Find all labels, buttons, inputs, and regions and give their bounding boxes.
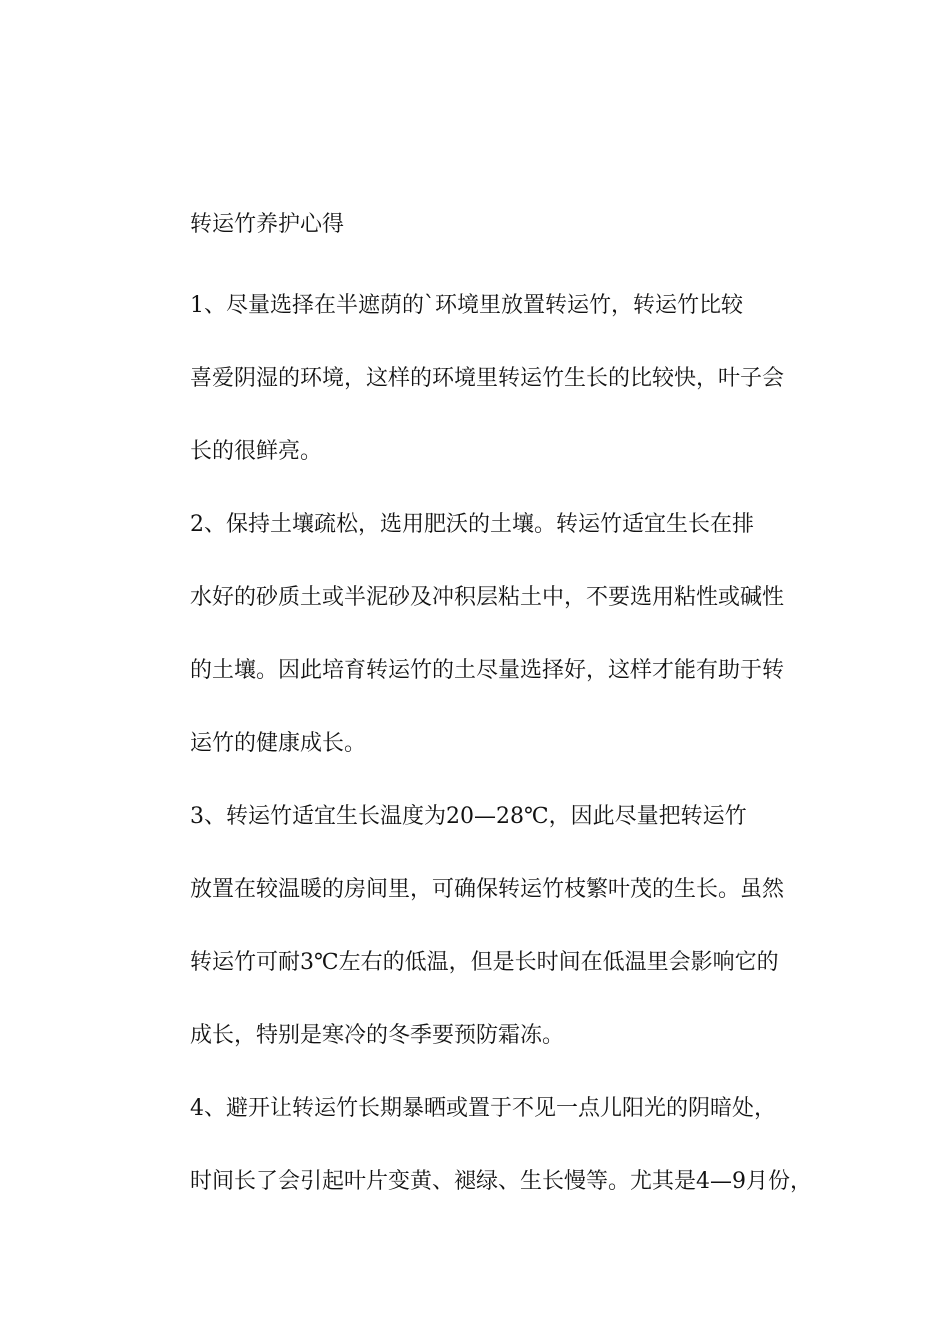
document-page bbox=[145, 200, 810, 1218]
paragraph-line: 2、保持土壤疏松，选用肥沃的土壤。转运竹适宜生长在排 bbox=[190, 512, 754, 537]
paragraph-line: 水好的砂质土或半泥砂及冲积层粘土中，不要选用粘性或碱性 bbox=[190, 585, 785, 610]
paragraph-line: 喜爱阴湿的环境，这样的环境里转运竹生长的比较快，叶子会 bbox=[190, 366, 785, 391]
paragraph-line: 转运竹可耐3℃左右的低温，但是长时间在低温里会影响它的 bbox=[190, 950, 779, 975]
paragraph-line: 的土壤。因此培育转运竹的土尽量选择好，这样才能有助于转 bbox=[190, 658, 785, 683]
paragraph-1 bbox=[145, 269, 810, 488]
paragraph-line: 长的很鲜亮。 bbox=[190, 439, 323, 464]
paragraph-4 bbox=[145, 1072, 810, 1218]
paragraph-line: 1、尽量选择在半遮荫的`环境里放置转运竹，转运竹比较 bbox=[190, 293, 743, 318]
paragraph-line: 运竹的健康成长。 bbox=[190, 731, 367, 756]
paragraph-line: 4、避开让转运竹长期暴晒或置于不见一点儿阳光的阴暗处， bbox=[190, 1096, 776, 1121]
document-title: 转运竹养护心得 bbox=[190, 212, 345, 237]
paragraph-3 bbox=[145, 780, 810, 1072]
paragraph-line: 时间长了会引起叶片变黄、褪绿、生长慢等。尤其是4—9月份， bbox=[190, 1169, 812, 1194]
paragraph-line: 放置在较温暖的房间里，可确保转运竹枝繁叶茂的生长。虽然 bbox=[190, 877, 785, 902]
paragraph-line: 3、转运竹适宜生长温度为20—28℃，因此尽量把转运竹 bbox=[190, 804, 747, 829]
paragraph-line: 成长，特别是寒冷的冬季要预防霜冻。 bbox=[190, 1023, 565, 1048]
paragraph-2 bbox=[145, 488, 810, 780]
